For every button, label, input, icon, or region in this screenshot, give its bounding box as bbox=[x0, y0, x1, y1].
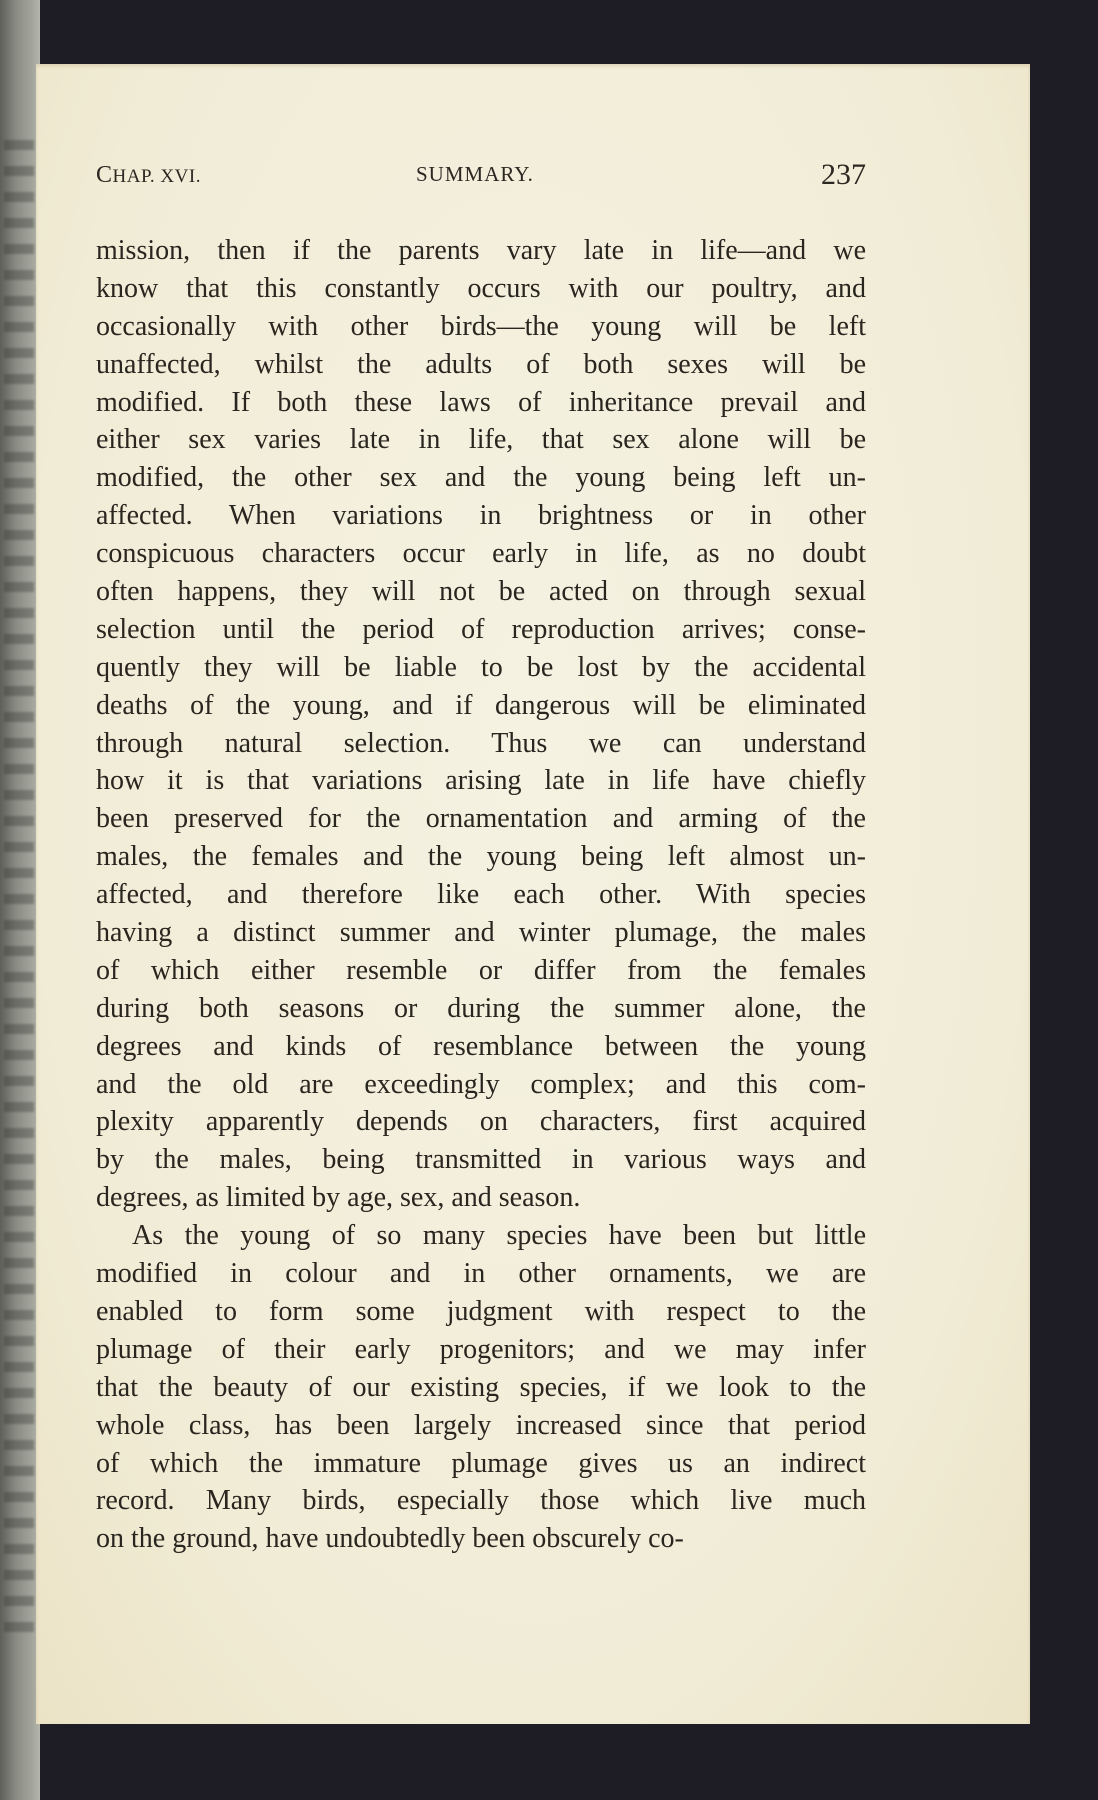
text-line: degrees and kinds of resemblance between the young bbox=[96, 1030, 866, 1062]
text-line: through natural selection. Thus we can understand bbox=[96, 727, 866, 759]
text-line: As the young of so many species have been but little bbox=[132, 1220, 866, 1252]
text-line: deaths of the young, and if dangerous will be eliminated bbox=[96, 689, 866, 721]
text-line: modified, the other sex and the young being left un- bbox=[96, 462, 866, 494]
text-line: during both seasons or during the summer alone, the bbox=[96, 992, 866, 1024]
text-line: mission, then if the parents vary late in life—and we bbox=[96, 235, 866, 266]
text-line: enabled to form some judgment with respect to the bbox=[96, 1295, 866, 1327]
text-line: occasionally with other birds—the young will be left bbox=[96, 310, 866, 342]
text-line: know that this constantly occurs with our poultry, and bbox=[96, 272, 866, 304]
text-line: on the ground, have undoubtedly been obscurely co- bbox=[96, 1523, 684, 1555]
text-line: modified in colour and in other ornaments, we are bbox=[96, 1258, 866, 1290]
chapter-rest: HAP. XVI. bbox=[112, 166, 201, 187]
text-line: unaffected, whilst the adults of both sexes will be bbox=[96, 348, 866, 380]
text-line: degrees, as limited by age, sex, and season. bbox=[96, 1182, 581, 1214]
text-line: often happens, they will not be acted on through sexual bbox=[96, 576, 866, 608]
text-line: plumage of their early progenitors; and we may infer bbox=[96, 1333, 866, 1365]
running-header bbox=[96, 160, 866, 194]
text-line: by the males, being transmitted in various ways and bbox=[96, 1144, 866, 1176]
page-number: 237 bbox=[821, 158, 866, 191]
text-line: of which either resemble or differ from the females bbox=[96, 954, 866, 986]
text-line: and the old are exceedingly complex; and this com- bbox=[96, 1068, 866, 1100]
text-line: modified. If both these laws of inheritance prevail and bbox=[96, 386, 866, 418]
page-body bbox=[96, 232, 866, 1558]
text-line: that the beauty of our existing species, if we look to the bbox=[96, 1371, 866, 1403]
book-spine-edge bbox=[0, 0, 40, 1800]
text-line: quently they will be liable to be lost by the accidental bbox=[96, 651, 866, 683]
text-line: either sex varies late in life, that sex alone will be bbox=[96, 424, 866, 456]
text-line: conspicuous characters occur early in life, as no doubt bbox=[96, 538, 866, 570]
text-line: affected, and therefore like each other. With species bbox=[96, 879, 866, 911]
text-line: of which the immature plumage gives us an indirect bbox=[96, 1447, 866, 1479]
chapter-label bbox=[96, 162, 201, 189]
running-title: SUMMARY. bbox=[416, 162, 534, 186]
text-line: been preserved for the ornamentation and arming of the bbox=[96, 803, 866, 835]
text-line: record. Many birds, especially those which live much bbox=[96, 1485, 866, 1517]
text-line: plexity apparently depends on characters, first acquired bbox=[96, 1106, 866, 1138]
text-line: selection until the period of reproduction arrives; conse- bbox=[96, 613, 866, 645]
text-line: how it is that variations arising late in life have chiefly bbox=[96, 765, 866, 797]
text-line: males, the females and the young being left almost un- bbox=[96, 841, 866, 873]
chapter-initial: C bbox=[96, 162, 113, 188]
text-line: having a distinct summer and winter plumage, the males bbox=[96, 917, 866, 949]
text-line: affected. When variations in brightness or in other bbox=[96, 500, 866, 532]
text-line: whole class, has been largely increased since that period bbox=[96, 1409, 866, 1441]
facing-page-bleed bbox=[4, 140, 34, 1640]
